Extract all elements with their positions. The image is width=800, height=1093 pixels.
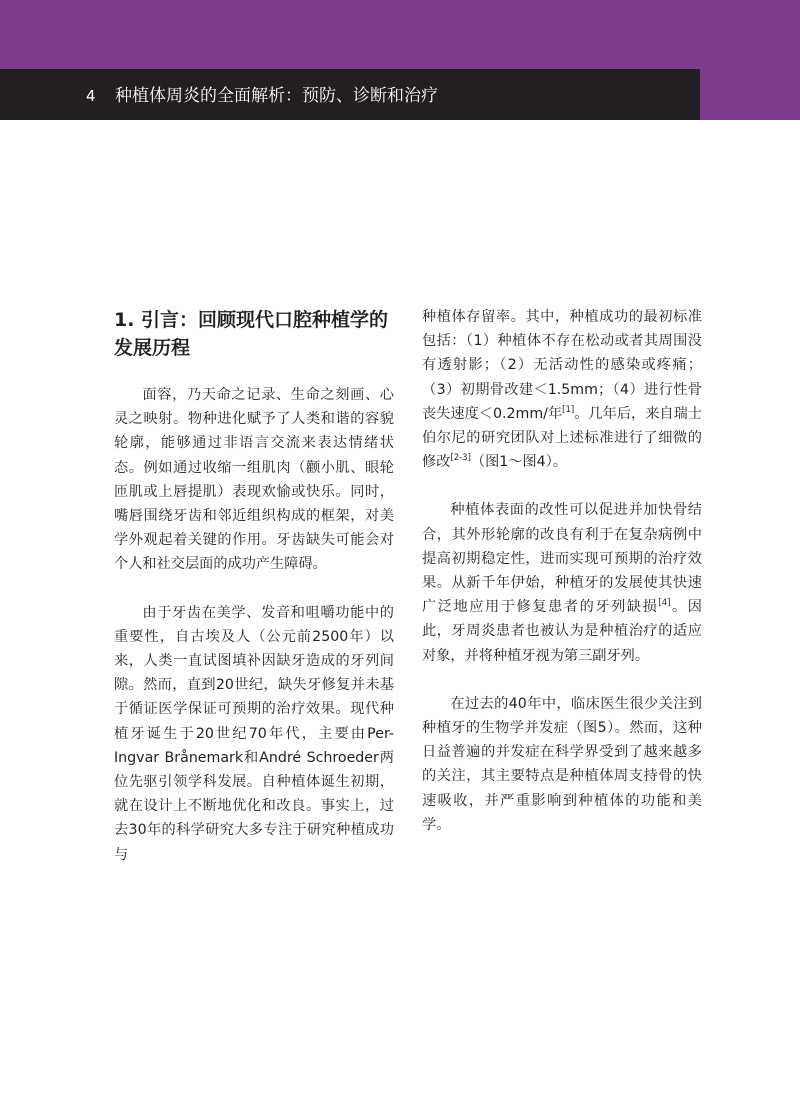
citation-1: [1]	[562, 404, 575, 415]
page-number: 4	[86, 87, 96, 105]
citation-2-3: [2-3]	[450, 453, 471, 464]
citation-4: [4]	[658, 598, 671, 609]
right-column	[422, 305, 702, 837]
paragraph-right-2-end: 。因此，牙周炎患者也被认为是种植治疗的适应对象，并将种植牙视为第三副牙列。	[422, 599, 702, 664]
running-title: 种植体周炎的全面解析：预防、诊断和治疗	[115, 86, 438, 106]
paragraph-right-2-text: 种植体表面的改性可以促进并加快骨结合，其外形轮廓的改良有利于在复杂病例中提高初期稳定性，进而实现可预期的治疗效果。从新千年伊始，种植牙的发展使其快速广泛地应用于修复患者的牙列缺损	[422, 502, 702, 616]
paragraph-right-1-end: （图1～图4）。	[470, 454, 567, 471]
paragraph-left-1: 面容，乃天命之记录、生命之刻画、心灵之映射。物种进化赋予了人类和谐的容貌轮廓，能够通过非语言交流来表达情绪状态。例如通过收缩一组肌肉（颧小肌、眼轮匝肌或上唇提肌）表现欢愉或快乐。同时，嘴唇围绕牙齿和邻近组织构成的框架，对美学外观起着关键的作用。牙齿缺失可能会对个人和社交层面的成功产生障碍。	[114, 387, 394, 573]
left-column	[114, 306, 394, 867]
paragraph-right-2	[422, 498, 702, 667]
paragraph-right-1-mid: 。几年后，来自瑞士伯尔尼的研究团队对上述标准进行了细微的修改	[422, 405, 702, 471]
paragraph-left-2: 由于牙齿在美学、发音和咀嚼功能中的重要性，自古埃及人（公元前2500年）以来，人类一直试图填补因缺牙造成的牙列间隙。然而，直到20世纪，缺失牙修复并未基于循证医学保证可预期的治疗效果。现代种植牙诞生于20世纪70年代，主要由Per-Ingvar Brånemark和André Schroeder两位先驱引领学科发展。自种植体诞生初期，就在设计上不断地优化和改良。事实上，过去30年的科学研究大多专注于研究种植成功与	[114, 604, 394, 863]
paragraph-right-1	[422, 305, 702, 474]
paragraph-right-1-text: 种植体存留率。其中，种植成功的最初标准包括：（1）种植体不存在松动或者其周围没有透射影；（2）无活动性的感染或疼痛；（3）初期骨改建＜1.5mm；（4）进行性骨丧失速度＜0.2mm/年	[422, 309, 702, 422]
paragraph-right-3: 在过去的40年中，临床医生很少关注到种植牙的生物学并发症（图5）。然而，这种日益普遍的并发症在科学界受到了越来越多的关注，其主要特点是种植体周支持骨的快速吸收，并严重影响到种植体的功能和美学。	[422, 695, 702, 833]
section-heading: 1. 引言：回顾现代口腔种植学的发展历程	[114, 309, 389, 359]
